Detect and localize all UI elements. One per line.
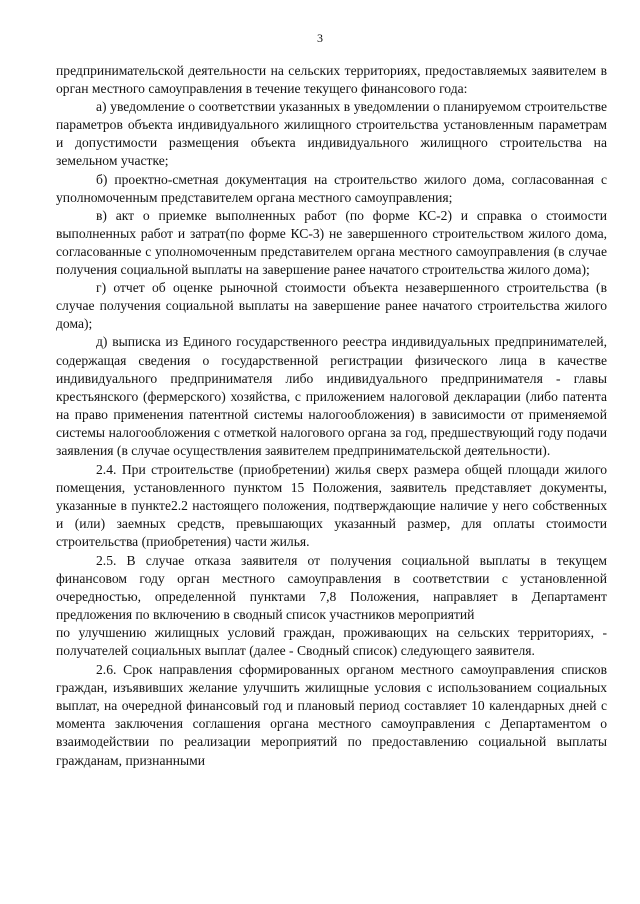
list-item-d: д) выписка из Единого государственного реестра индивидуальных предпринимателей, содержащая сведения о государственной регистрации физического лица в качестве индивидуального предпринимателя либо индивидуального предпринимателя - главы крестьянского (фермерского) хозяйства, с приложением налоговой декларации (либо патента на право применения патентной системы налогообложения) в зависимости от применяемой системы налогообложения с отметкой налогового органа за год, предшествующий году подачи заявления (в случае осуществления заявителем предпринимательской деятельности). bbox=[56, 334, 607, 458]
list-item-v: в) акт о приемке выполненных работ (по форме КС-2) и справка о стоимости выполненных работ и затрат(по форме КС-3) не завершенного строительством жилого дома, согласованные с уполномоченным представителем органа местного самоуправления (в случае получения социальной выплаты на завершение ранее начатого строительства жилого дома); bbox=[56, 207, 607, 278]
section-2-5-continuation: по улучшению жилищных условий граждан, проживающих на сельских территориях, - получателей социальных выплат (далее - Сводный список) следующего заявителя. bbox=[56, 624, 607, 658]
list-item-b: б) проектно-сметная документация на строительство жилого дома, согласованная с уполномоченным представителем органа местного самоуправления; bbox=[56, 171, 607, 205]
section-2-5: 2.5. В случае отказа заявителя от получения социальной выплаты в текущем финансовом году орган местного самоуправления в соответствии с установленной очередностью, определенной пунктами 7,8 Положения, направляет в Департамент предложения по включению в сводный список участников мероприятий bbox=[56, 552, 607, 622]
section-2-4: 2.4. При строительстве (приобретении) жилья сверх размера общей площади жилого помещения, установленного пунктом 15 Положения, заявитель представляет документы, указанные в пункте2.2 настоящего положения, подтверждающие наличие у него собственных и (или) заемных средств, превышающих указанный размер, для оплаты стоимости строительства (приобретения) части жилья. bbox=[56, 462, 607, 550]
list-item-a: а) уведомление о соответствии указанных в уведомлении о планируемом строительстве параметров объекта индивидуального жилищного строительства установленным параметрам и допустимости размещения объекта индивидуального жилищного строительства на земельном участке; bbox=[56, 99, 607, 169]
paragraph-intro-continuation: предпринимательской деятельности на сельских территориях, предоставляемых заявителем в орган местного самоуправления в течение текущего финансового года: bbox=[56, 63, 607, 97]
list-item-g: г) отчет об оценке рыночной стоимости объекта незавершенного строительства (в случае получения социальной выплаты на завершение ранее начатого строительства жилого дома); bbox=[56, 280, 607, 332]
page-number: 3 bbox=[317, 31, 323, 45]
document-body bbox=[56, 62, 607, 770]
section-2-6: 2.6. Срок направления сформированных органом местного самоуправления списков граждан, изъявивших желание улучшить жилищные условия с использованием социальных выплат, на очередной финансовый год и плановый период составляет 10 календарных дней с момента заключения соглашения органа местного самоуправления с Департаментом о взаимодействии по реализации мероприятий по предоставлению социальной выплаты гражданам, признанными bbox=[56, 662, 607, 768]
